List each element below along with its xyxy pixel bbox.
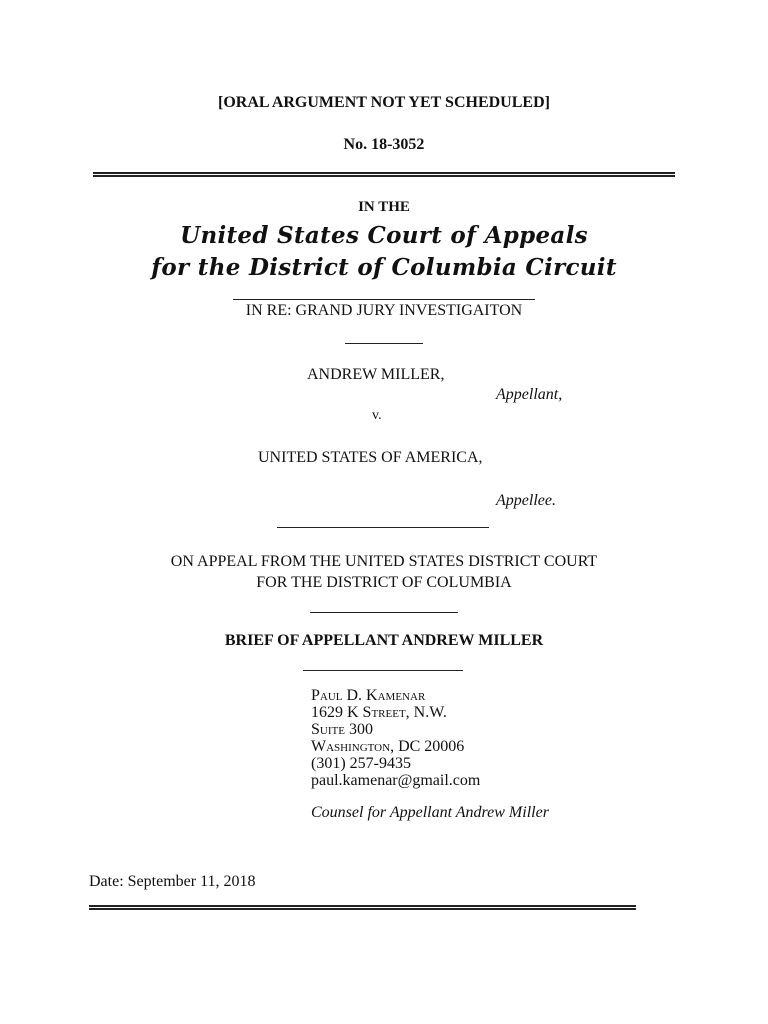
counsel-suite: Suite 300: [311, 721, 373, 738]
counsel-street: 1629 K Street, N.W.: [311, 704, 447, 721]
counsel-city: Washington, DC 20006: [311, 738, 465, 755]
counsel-role: Counsel for Appellant Andrew Miller: [311, 804, 549, 821]
appeal-line-2: FOR THE DISTRICT OF COLUMBIA: [256, 574, 512, 591]
filing-date: Date: September 11, 2018: [89, 873, 256, 890]
versus: v.: [372, 408, 382, 423]
court-name-line-1: United States Court of Appeals: [180, 222, 588, 249]
counsel-name: Paul D. Kamenar: [311, 687, 426, 704]
appellee-role: Appellee.: [496, 492, 556, 509]
counsel-phone: (301) 257-9435: [311, 755, 411, 772]
appeal-rule: [310, 612, 458, 613]
oral-argument-status: [ORAL ARGUMENT NOT YET SCHEDULED]: [218, 94, 550, 111]
case-number: No. 18-3052: [343, 136, 425, 153]
top-double-rule: [93, 172, 675, 177]
parties-rule: [277, 527, 489, 528]
brief-title: BRIEF OF APPELLANT ANDREW MILLER: [224, 632, 544, 649]
brief-rule: [303, 670, 463, 671]
matter-rule-top: [233, 299, 535, 300]
appeal-line-1: ON APPEAL FROM THE UNITED STATES DISTRICT COURT: [170, 553, 598, 570]
matter-title: IN RE: GRAND JURY INVESTIGAITON: [245, 302, 523, 319]
counsel-email: paul.kamenar@gmail.com: [311, 772, 481, 789]
appellant-role: Appellant,: [496, 386, 563, 403]
counsel-contact-block: [311, 687, 651, 789]
bottom-double-rule: [89, 905, 636, 910]
appellee-name: UNITED STATES OF AMERICA,: [258, 449, 483, 466]
appellant-name: ANDREW MILLER,: [307, 366, 445, 383]
court-name-line-2: for the District of Columbia Circuit: [151, 254, 617, 281]
matter-rule-bottom: [345, 343, 423, 344]
court-preamble: IN THE: [358, 199, 410, 215]
